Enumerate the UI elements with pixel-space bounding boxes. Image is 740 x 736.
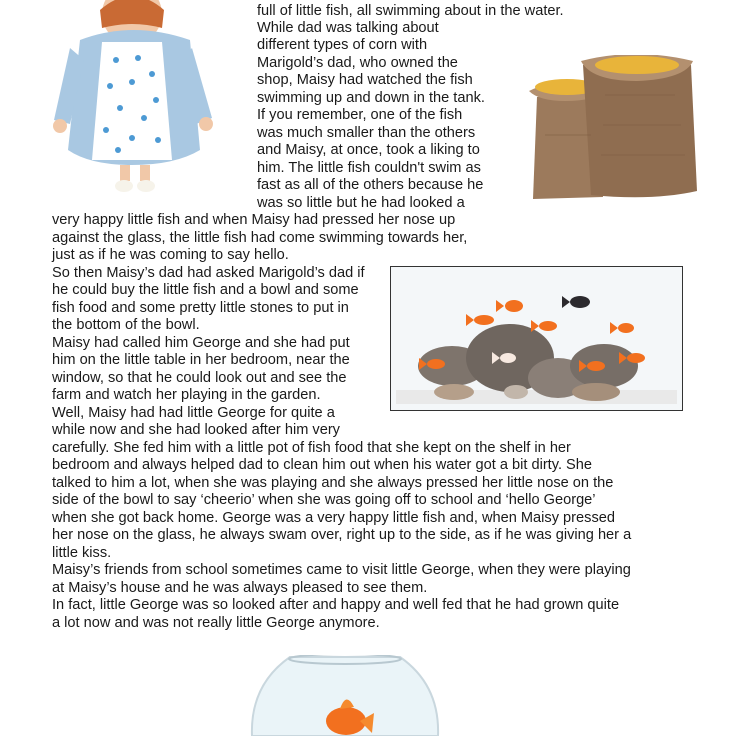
corn-sacks-illustration [525,55,710,205]
story-line: Maisy had called him George and she had put [52,335,350,351]
story-line: and Maisy, at once, took a liking to [257,142,480,158]
story-line: In fact, little George was so looked after and happy and well fed that he had grown quite [52,597,620,613]
story-line: farm and watch her playing in the garden. [52,387,321,403]
doll-illustration [40,0,240,200]
story-line: very happy little fish and when Maisy had pressed her nose up [52,212,456,228]
story-line: was so little but he had looked a [257,195,465,211]
story-line: while now and she had looked after him very [52,422,340,438]
story-line: little kiss. [52,545,112,561]
story-line: While dad was talking about [257,20,439,36]
story-line: swimming up and down in the tank. [257,90,485,106]
story-line: Well, Maisy had had little George for quite a [52,405,335,421]
story-line: bedroom and always helped dad to clean him out when his water got a bit dirty. She [52,457,593,473]
story-line: talked to him a lot, when she was playing and she always pressed her little nose on the [52,475,614,491]
story-line: against the glass, the little fish had come swimming towards her, [52,230,468,246]
story-line: If you remember, one of the fish [257,107,463,123]
story-line: at Maisy’s house and he was always pleased to see them. [52,580,428,596]
story-line: a lot now and was not really little George anymore. [52,615,380,631]
story-line: fish food and some pretty little stones to put in [52,300,349,316]
story-line: window, so that he could look out and see the [52,370,347,386]
story-line: him on the little table in her bedroom, near the [52,352,350,368]
story-line: shop, Maisy had watched the fish [257,72,473,88]
fishbowl-illustration [250,655,440,736]
story-line: when she got back home. George was a very happy little fish and, when Maisy pressed [52,510,615,526]
story-line: the bottom of the bowl. [52,317,200,333]
story-line: carefully. She fed him with a little pot of fish food that she kept on the shelf in her [52,440,571,456]
story-line: fast as all of the others because he [257,177,484,193]
story-line: him. The little fish couldn't swim as [257,160,481,176]
story-line: was much smaller than the others [257,125,476,141]
story-line: full of little fish, all swimming about in the water. [257,3,564,19]
story-line: Marigold’s dad, who owned the [257,55,458,71]
story-line: Maisy’s friends from school sometimes came to visit little George, when they were playing [52,562,631,578]
story-line: her nose on the glass, he always swam over, right up to the side, as if he was giving her a [52,527,632,543]
story-line: he could buy the little fish and a bowl and some [52,282,359,298]
story-line: side of the bowl to say ‘cheerio’ when she was going off to school and ‘hello George’ [52,492,596,508]
story-line: different types of corn with [257,37,428,53]
story-line: just as if he was coming to say hello. [52,247,289,263]
story-line: So then Maisy’s dad had asked Marigold’s dad if [52,265,365,281]
aquarium-illustration [390,266,683,411]
